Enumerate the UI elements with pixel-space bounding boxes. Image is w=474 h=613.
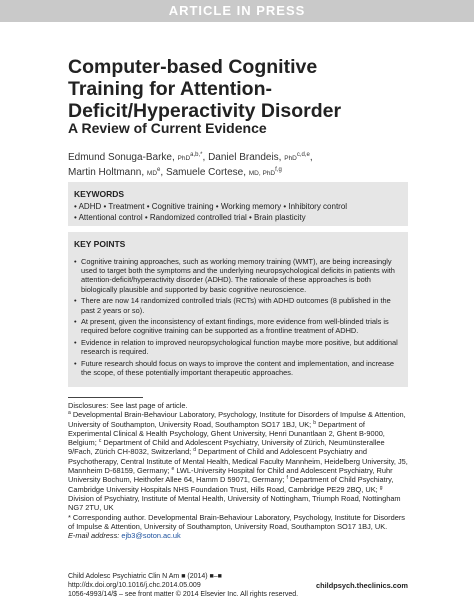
title-line: Training for Attention-	[68, 78, 272, 100]
author-line: Martin Holtmann, MDe, Samuele Cortese, MD, PhD$^{f,g}$	[68, 167, 282, 178]
key-point-text: Future research should focus on ways to improve the content and implementation, and increase the scope, of these potentially important therapeutic approaches.	[81, 359, 395, 378]
email-label: E-mail address:	[68, 531, 120, 541]
affiliation-e: LWL-University Hospital for Child and Adolescent Psychiatry, Ruhr University Bochum, Heithofer Allee 64, Hamm D 59071, Germany;	[68, 466, 393, 485]
key-point-text: Cognitive training approaches, such as working memory training (WMT), are being increasingly used to target both the symptoms and the underlying neuropsychological deficits in patients with attention-deficit/hyperactivity disorder (ADHD). The rationale of these approaches is both biologically plausible and supported by basic cognitive neuroscience.	[81, 257, 395, 294]
title-line: Deficit/Hyperactivity Disorder	[68, 100, 342, 122]
article-title	[68, 56, 408, 122]
author-degree: MD	[146, 170, 158, 177]
title-line: Computer-based Cognitive	[68, 56, 318, 78]
author-degree: MD, PhD	[248, 170, 276, 177]
keywords-box	[68, 182, 408, 226]
author-name: Edmund Sonuga-Barke,	[68, 152, 175, 163]
author-line: Edmund Sonuga-Barke, PhD$^{a,b,*}$, Daniel Brandeis, PhD$^{c,d,e}$,	[68, 152, 313, 163]
doi-link[interactable]: http://dx.doi.org/10.1016/j.chc.2014.05.009	[68, 582, 201, 589]
footnotes	[68, 401, 408, 540]
key-point-item: • Future research should focus on ways to improve the content and implementation, and increase the scope, of these potentially important therapeutic approaches.	[74, 359, 395, 378]
author-degree: PhD	[284, 155, 297, 162]
affiliation-d: Department of Child and Adolescent Psychiatry and Psychotherapy, Central Institute of Mental Health, Medical Faculty Mannheim, Heidelberg University, J5, Mannheim D-68159, Germany;	[68, 447, 408, 476]
journal-info	[68, 572, 408, 599]
keywords-line: • Attentional control • Randomized controlled trial • Brain plasticity	[74, 213, 306, 222]
affiliation-marker: b	[313, 419, 317, 426]
article-in-press-banner: ARTICLE IN PRESS	[0, 0, 474, 22]
affiliation-marker: e	[171, 466, 175, 473]
key-points-list	[74, 257, 404, 380]
key-point-text: At present, given the inconsistency of extant findings, more evidence from well-blinded trials is required before cognitive training can be supported as a frontline treatment of ADHD.	[81, 317, 389, 336]
disclosures-note: Disclosures: See last page of article.	[68, 401, 188, 410]
key-point-item: • There are now 14 randomized controlled trials (RCTs) with ADHD outcomes (8 published in the past 2 years or so).	[74, 296, 391, 315]
affiliations-note	[68, 410, 408, 512]
journal-citation: Child Adolesc Psychiatric Clin N Am ■ (2014) ■–■	[68, 573, 222, 580]
key-point-item: • Cognitive training approaches, such as working memory training (WMT), are being increasingly used to target both the symptoms and the underlying neuropsychological deficits in patients with attention-deficit/hyperactivity disorder (ADHD). The rationale of these approaches is both biologically plausible and supported by basic cognitive neuroscience.	[74, 257, 395, 294]
affiliation-a: Developmental Brain-Behaviour Laboratory, Psychology, Institute for Disorders of Impulse & Attention, University of Southampton, University Road, Southampton SO17 1BJ, UK;	[68, 410, 406, 429]
corresponding-author-note: * Corresponding author. Developmental Brain-Behaviour Laboratory, Psychology, Institute for Disorders of Impulse & Attention, University of Southampton, University Road, Southampton SO17 1BJ, UK.	[68, 512, 405, 531]
author-affiliation-marker: f,g	[275, 167, 282, 173]
key-point-text: There are now 14 randomized controlled trials (RCTs) with ADHD outcomes (8 published in the past 2 years or so).	[81, 296, 391, 315]
author-list	[68, 151, 408, 181]
key-point-item: • At present, given the inconsistency of extant findings, more evidence from well-blinded trials is required before cognitive training can be supported as a frontline treatment of ADHD.	[74, 317, 389, 336]
affiliation-marker: g	[379, 484, 383, 491]
key-points-heading: KEY POINTS	[74, 239, 126, 249]
affiliation-b: Department of Experimental Clinical & Health Psychology, Ghent University, Henri Dunantlaan 2, Ghent B-9000, Belgium;	[68, 419, 385, 448]
author-name: Martin Holtmann,	[68, 167, 145, 178]
article-subtitle: A Review of Current Evidence	[68, 120, 267, 136]
keywords-line: • ADHD • Treatment • Cognitive training • Working memory • Inhibitory control	[74, 202, 348, 211]
key-point-item: • Evidence in relation to improved neuropsychological function maybe more positive, but additional research is required.	[74, 338, 398, 357]
author-name: Daniel Brandeis,	[208, 152, 282, 163]
affiliation-marker: c	[98, 438, 102, 445]
affiliation-g: Division of Psychiatry, Institute of Mental Health, University of Nottingham, Triumph Road, Nottingham NG7 2TU, UK	[68, 493, 401, 513]
key-point-text: Evidence in relation to improved neuropsychological function maybe more positive, but additional research is required.	[81, 338, 398, 357]
email-link[interactable]: ejb3@soton.ac.uk	[121, 531, 181, 541]
affiliation-marker: d	[193, 447, 197, 454]
issn-line: 1056-4993/14/$ – see front matter © 2014 Elsevier Inc. All rights reserved.	[68, 591, 299, 598]
author-affiliation-marker: e	[157, 167, 161, 173]
affiliation-c: Department of Child and Adolescent Psychiatry, University of Zürich, Neumünsterallee 9/Fach, Zürich CH-8032, Switzerland;	[68, 438, 385, 457]
author-affiliation-marker: a,b,*	[190, 152, 203, 158]
affiliation-f: Department of Child Psychiatry, Cambridge University Hospitals NHS Foundation Trust, Hills Road, Cambridge PE29 2BQ, UK;	[68, 475, 394, 494]
author-name: Samuele Cortese,	[165, 167, 246, 178]
author-affiliation-marker: c,d,e	[296, 152, 310, 158]
footnote-divider	[68, 397, 143, 398]
keywords-heading: KEYWORDS	[74, 189, 125, 199]
affiliation-marker: a	[68, 410, 71, 417]
affiliation-marker: f	[286, 475, 288, 482]
email-line	[68, 531, 408, 540]
key-points-box	[68, 232, 408, 387]
journal-site[interactable]: childpsych.theclinics.com	[315, 581, 408, 590]
author-degree: PhD	[177, 155, 191, 162]
